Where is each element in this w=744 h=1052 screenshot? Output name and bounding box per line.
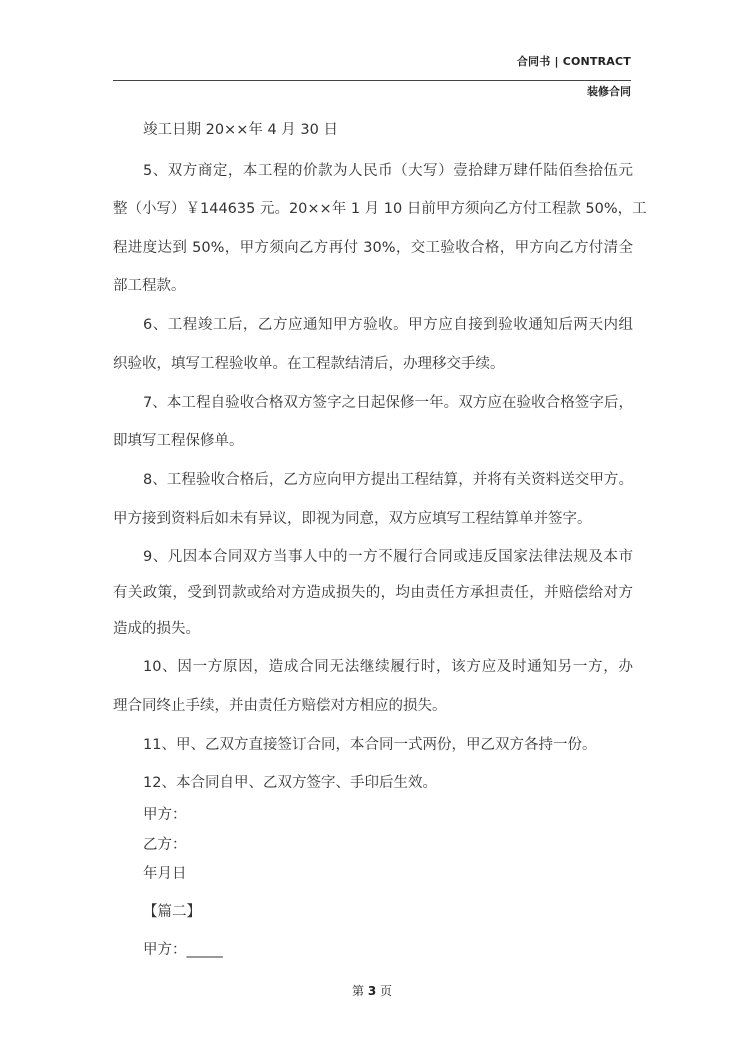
clause-6-line-2: 织验收，填写工程验收单。在工程款结清后，办理移交手续。 <box>113 356 505 372</box>
clause-11: 11、甲、乙双方直接签订合同，本合同一式两份，甲乙双方各持一份。 <box>143 737 597 753</box>
clause-8-line-1: 8、工程验收合格后，乙方应向甲方提出工程结算，并将有关资料送交甲方。 <box>143 472 633 488</box>
section-heading: 【篇二】 <box>143 904 201 920</box>
clause-5-line-2: 整（小写）￥144635 元。20××年 1 月 10 日前甲方须向乙方付工程款 50%，工 <box>113 201 647 217</box>
clause-5-line-4: 部工程款。 <box>113 278 186 294</box>
header-subtitle: 装修合同 <box>587 85 631 98</box>
clause-5-line-1: 5、双方商定，本工程的价款为人民币（大写）壹拾肆万肆仟陆佰叁拾伍元 <box>143 163 633 179</box>
header-title: 合同书 | CONTRACT <box>516 55 631 68</box>
page-footer <box>0 982 744 999</box>
page-prefix: 第 <box>351 984 364 998</box>
clause-6-line-1: 6、工程竣工后，乙方应通知甲方验收。甲方应自接到验收通知后两天内组 <box>143 317 633 333</box>
clause-8-line-2: 甲方接到资料后如未有异议，即视为同意，双方应填写工程结算单并签字。 <box>113 511 592 527</box>
clause-9-line-1: 9、凡因本合同双方当事人中的一方不履行合同或违反国家法律法规及本市 <box>143 549 633 565</box>
page-suffix: 页 <box>380 984 393 998</box>
party-a-label: 甲方： <box>143 807 187 823</box>
header-divider <box>113 80 631 81</box>
clause-7-line-1: 7、本工程自验收合格双方签字之日起保修一年。双方应在验收合格签字后， <box>143 395 633 411</box>
party-b-label: 乙方： <box>143 837 187 853</box>
clause-12: 12、本合同自甲、乙双方签字、手印后生效。 <box>143 775 437 791</box>
page-number: 3 <box>367 984 377 998</box>
completion-date-line: 竣工日期 20××年 4 月 30 日 <box>143 122 338 138</box>
clause-5-line-3: 程进度达到 50%，甲方须向乙方再付 30%，交工验收合格，甲方向乙方付清全 <box>113 240 633 256</box>
clause-9-line-3: 造成的损失。 <box>113 621 200 637</box>
clause-10-line-1: 10、因一方原因，造成合同无法继续履行时，该方应及时通知另一方，办 <box>143 659 633 675</box>
clause-10-line-2: 理合同终止手续，并由责任方赔偿对方相应的损失。 <box>113 698 447 714</box>
clause-9-line-2: 有关政策，受到罚款或给对方造成损失的，均由责任方承担责任，并赔偿给对方 <box>113 585 633 601</box>
party-a-signature-line: 甲方：_____ <box>143 942 223 958</box>
date-label: 年月日 <box>143 866 187 882</box>
clause-7-line-2: 即填写工程保修单。 <box>113 433 244 449</box>
